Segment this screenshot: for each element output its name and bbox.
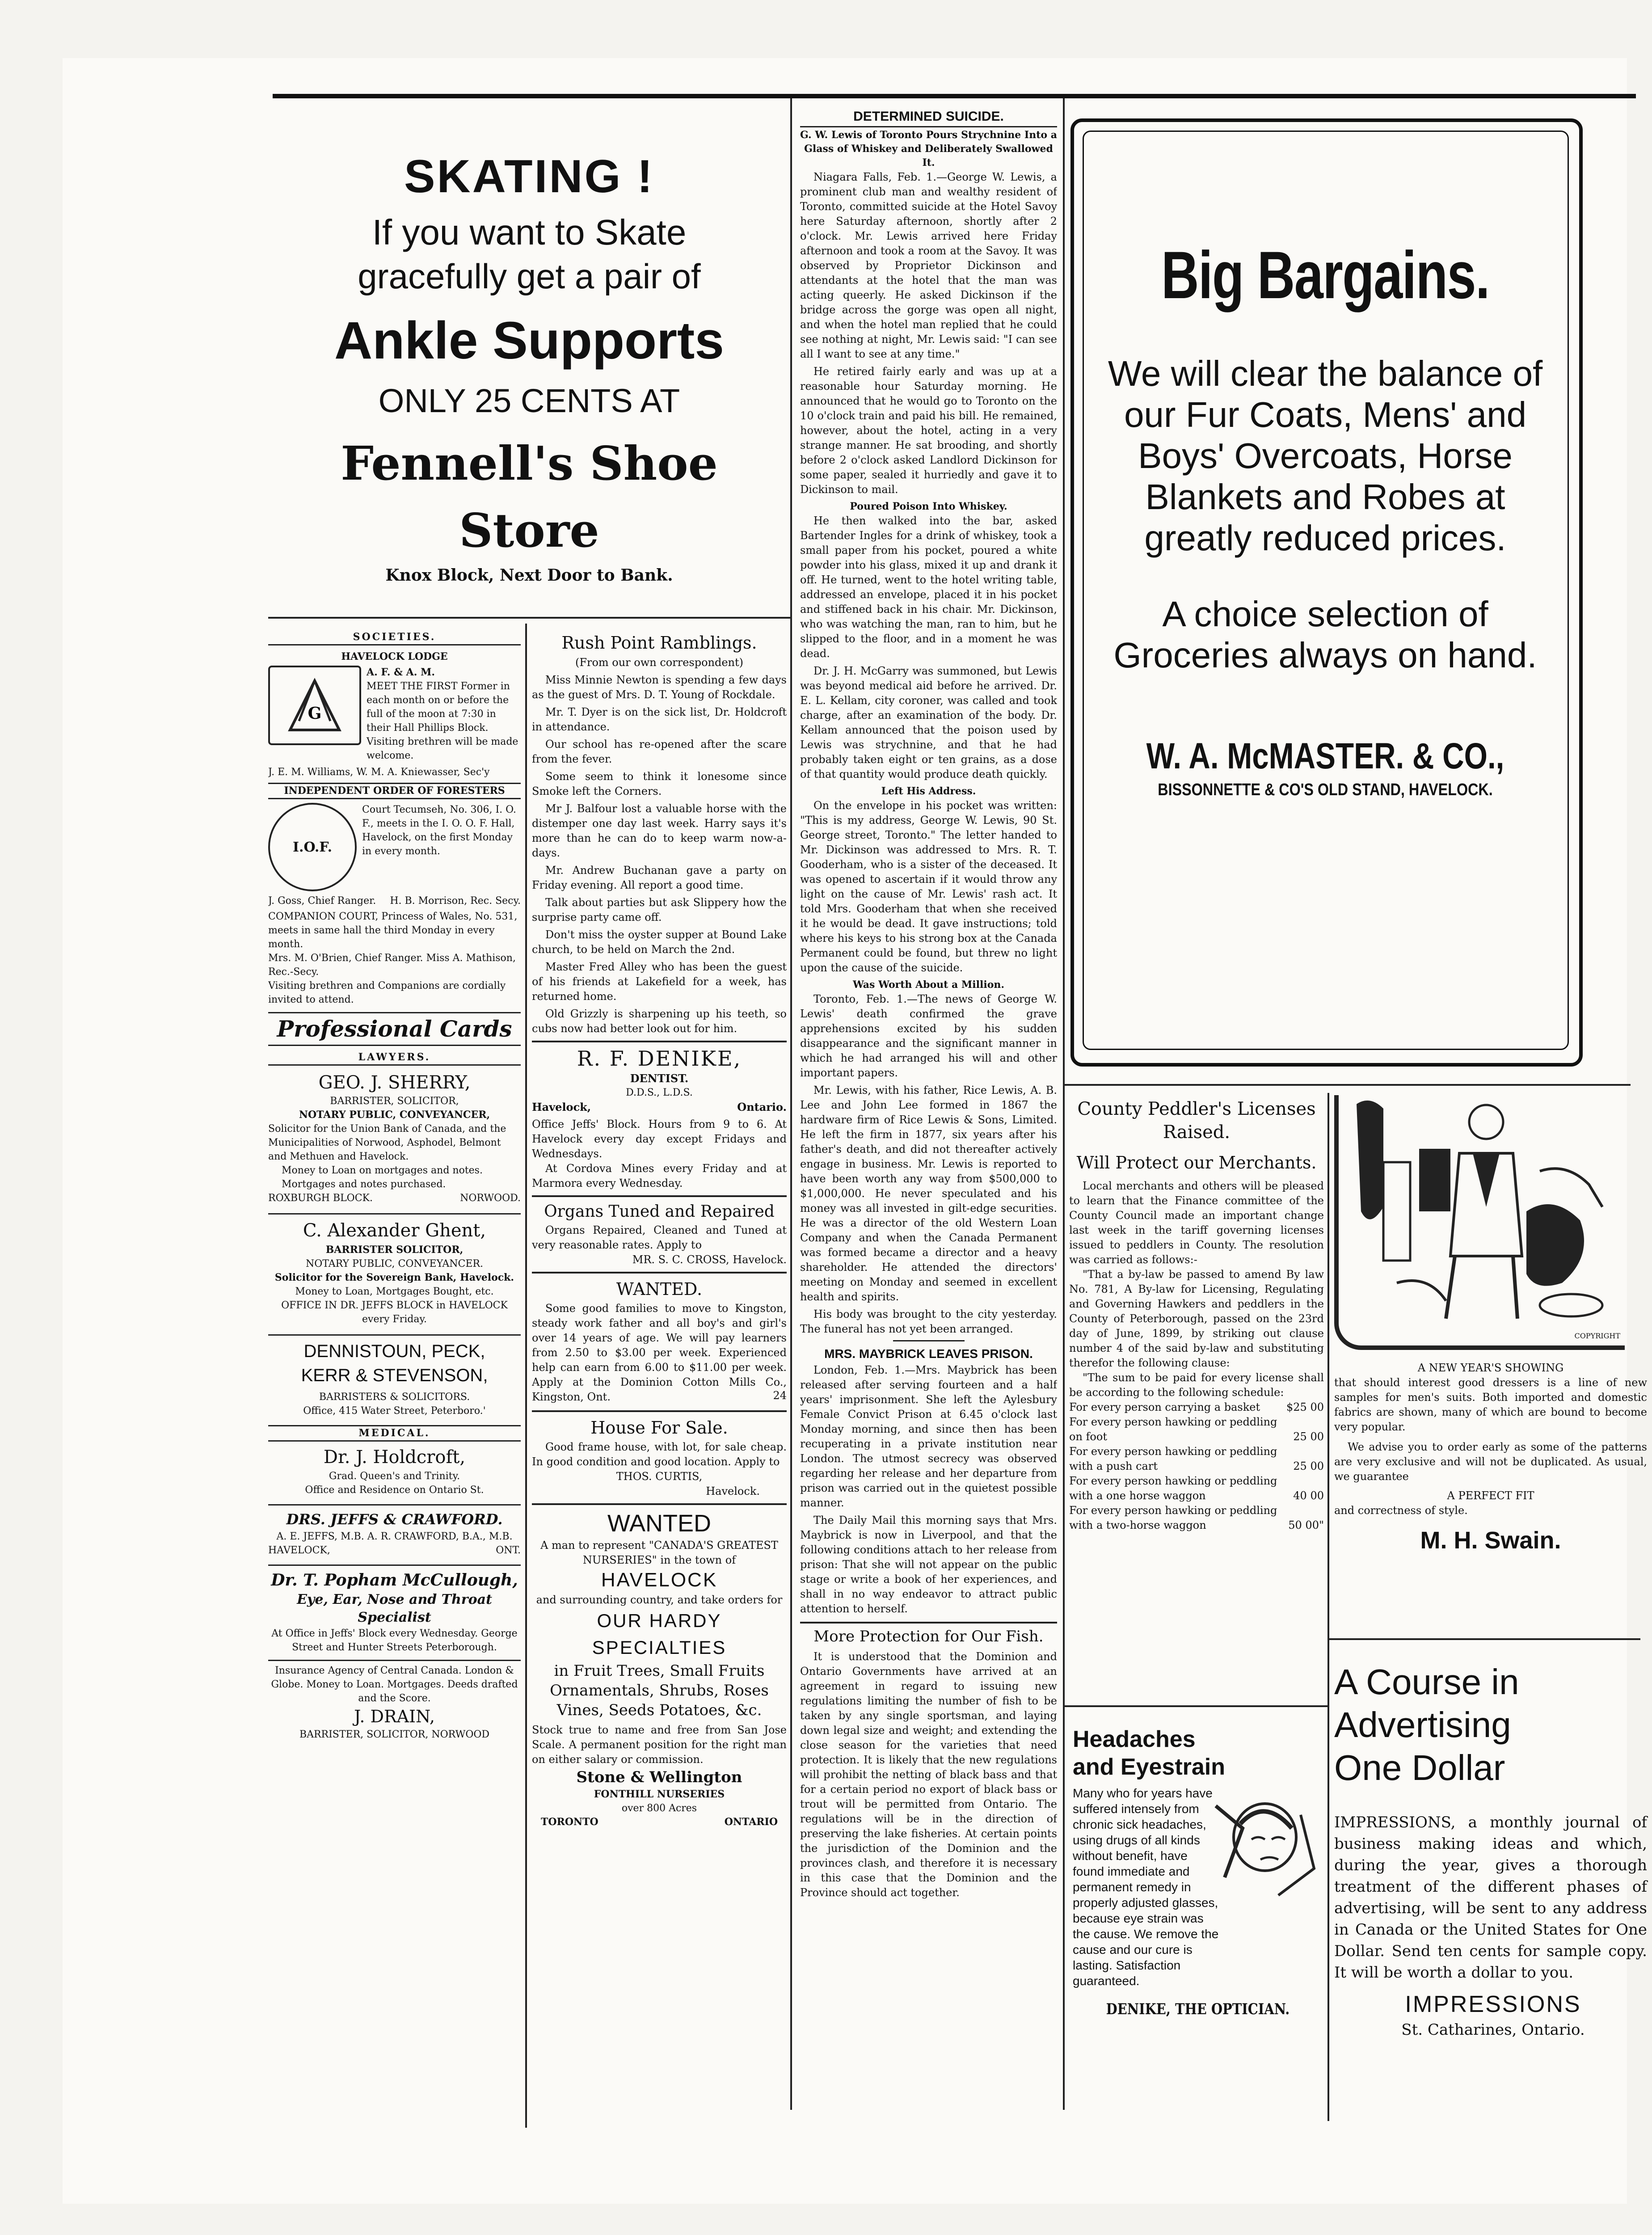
peddler-text3: "The sum to be paid for every license shall be according to the following schedule: [1069, 1371, 1324, 1399]
drain-name: J. DRAIN, [354, 1707, 435, 1726]
swain-fit: A PERFECT FIT [1447, 1489, 1534, 1502]
skating-line2: gracefully get a pair of [358, 257, 701, 296]
paragraph: Mr J. Balfour lost a valuable horse with the distemper one day last week. Harry says it's more than he can do to keep warm now-a-days. [532, 802, 787, 859]
suicide-paragraphs [800, 170, 1057, 497]
organs-ad [532, 1195, 787, 1267]
house-sale-title: House For Sale. [590, 1418, 728, 1438]
foresters-seal-text: I.O.F. [292, 839, 333, 855]
paragraph: Mr. Lewis, with his father, Rice Lewis, A. B. Lee and John Lee formed in 1867 the hardware firm of Rice Lewis & Sons, Limited. He left the firm in 1877, six years after his father's death, and did not thereafter actively engage in business. Mr. Lewis is reported to have been worth any way from $500,000 to $1,000,000. He never speculated and his money was all invested in gilt-edge securities. He was a director of the old Western Loan Company and when the Canada Permanent was formed became a director and a heavy shareholder. He attended the directors' meeting on Monday and seemed in excellent health and spirits. [800, 1084, 1057, 1303]
mccullough-text: At Office in Jeffs' Block every Wednesday. George Street and Hunter Streets Peterborough. [271, 1628, 518, 1653]
jeffs-crawford-town: HAVELOCK, [268, 1545, 330, 1556]
fee-amount: 40 00 [1293, 1489, 1324, 1502]
headache-sufferer-icon [1198, 1788, 1319, 1904]
bargains-text1: We will clear the balance of our Fur Coats, Mens' and Boys' Overcoats, Horse Blankets and Robes at greatly reduced prices. [1108, 354, 1543, 558]
ghent-bank: Solicitor for the Sovereign Bank, Havelock. [274, 1272, 514, 1283]
swain-ad [1334, 1095, 1647, 1596]
wanted2-area: and surrounding country, and take orders for [536, 1594, 783, 1606]
rush-point-byline: (From our own correspondent) [575, 656, 744, 669]
suicide-subhead2: Left His Address. [881, 785, 976, 797]
paragraph: Mr. T. Dyer is on the sick list, Dr. Holdcroft in attendance. [532, 706, 787, 733]
wanted-nursery-ad [532, 1503, 787, 1829]
paragraph: London, Feb. 1.—Mrs. Maybrick has been released after serving fourteen and a half years' imprisonment. She left the Aylesbury Female Convict Prison at 6.45 o'clock last Monday morning, and since then has been recuperating in a private institution near London. The utmost secrecy was observed regarding her release and her departure from prison was carried out in the quietest possible manner. [800, 1364, 1057, 1509]
fee-amount: 25 00 [1293, 1430, 1324, 1443]
headaches-title2: and Eyestrain [1073, 1754, 1226, 1780]
column-rule [1063, 98, 1065, 2110]
skating-title: SKATING ! [404, 151, 654, 202]
store-address: Knox Block, Next Door to Bank. [385, 566, 673, 585]
paragraph: He then walked into the bar, asked Bartender Ingles for a drink of whiskey, took a small paper from his pocket, poured a white powder into his glass, mixed it up and drank it off. He turned, went to the hotel writing table, addressed an envelope, placed it in his pocket and stiffened back in his chair. Mr. Dickinson, who was watching the man, ran to him, but he slipped to the floor, and in a moment he was dead. [800, 514, 1057, 660]
wanted2-province: ONTARIO [724, 1816, 778, 1828]
column-rule [525, 624, 527, 2128]
denike-town: Havelock, [532, 1101, 591, 1113]
jeffs-crawford-province: ONT. [496, 1545, 521, 1556]
fee-amount: $25 00 [1286, 1401, 1324, 1413]
holdcroft-line1: Grad. Queen's and Trinity. [329, 1471, 460, 1482]
store-name: Fennell's Shoe Store [341, 436, 718, 558]
paragraph: Miss Minnie Newton is spending a few days as the guest of Mrs. D. T. Young of Rockdale. [532, 674, 787, 701]
wanted1-ref: 24 [773, 1389, 787, 1402]
skating-line1: If you want to Skate [372, 212, 687, 252]
denike-name: R. F. DENIKE, [577, 1046, 742, 1071]
house-sale-text: Good frame house, with lot, for sale cheap. In good condition and good location. Apply to [532, 1441, 787, 1468]
impressions-city: St. Catharines, Ontario. [1401, 2021, 1585, 2039]
dennistoun-title: BARRISTERS & SOLICITORS. [319, 1392, 470, 1403]
section-rule [1063, 1084, 1631, 1086]
swain-text2: We advise you to order early as some of the patterns are very exclusive and will not be duplicated. As usual, we guarantee [1334, 1441, 1647, 1483]
paragraph: Niagara Falls, Feb. 1.—George W. Lewis, a prominent club man and wealthy resident of Toronto, committed suicide at the Hotel Savoy here Saturday afternoon, shortly after 2 o'clock. Mr. Lewis arrived here Friday afternoon and took a room at the Savoy. It was observed by Proprietor Dickinson and attendants at the hotel that the man was acting queerly. He asked Dickinson if the bridge across the gorge was open all night, and when the hotel man replied that he could see nothing at night, Mr. Lewis said: "I can see all I want to see at any time." [800, 171, 1057, 360]
paragraph: Don't miss the oyster supper at Bound Lake church, to be held on March the 2nd. [532, 928, 787, 956]
paragraph: Some seem to think it lonesome since Smoke left the Corners. [532, 770, 787, 797]
top-rule [273, 94, 1636, 98]
fee-row [1069, 1415, 1324, 1444]
peddler-text2: "That a by-law be passed to amend By law No. 781, A By-law for Licensing, Regulating and Governing Hawkers and peddlers in the County of Peterborough, passed on the 23rd day of June, 1899, by striking out clause number 4 of the said by-law and substituting therefor the following clause: [1069, 1268, 1324, 1369]
holdcroft-name: Dr. J. Holdcroft, [323, 1447, 466, 1468]
sherry-text: Solicitor for the Union Bank of Canada, and the Municipalities of Norwood, Asphodel, Belmont and Methuen and Havelock. [268, 1123, 506, 1162]
sherry-title2: NOTARY PUBLIC, CONVEYANCER, [299, 1109, 490, 1121]
lodge-name: HAVELOCK LODGE [341, 651, 448, 662]
rush-point-title: Rush Point Ramblings. [561, 633, 757, 653]
denike-dentist-ad [532, 1041, 787, 1191]
sherry-office-left: ROXBURGH BLOCK. [268, 1193, 373, 1204]
suicide-title: DETERMINED SUICIDE. [853, 109, 1004, 124]
wanted2-city: TORONTO [541, 1816, 598, 1828]
paragraph: He retired fairly early and was up at a reasonable hour Saturday morning. He announced that he would go to Toronto on the 10 o'clock train and paid his bill. He remained, however, about the hotel, acting in a very strange manner. He sat brooding, and shortly before 2 o'clock asked Landlord Dickinson for some paper, sealed it hurriedly and gave it to Dickinson to mail. [800, 365, 1057, 496]
house-sale-name: THOS. CURTIS, [616, 1470, 703, 1483]
mccullough-name: Dr. T. Popham McCullough, [268, 1564, 521, 1591]
ghent-title1: BARRISTER SOLICITOR, [325, 1244, 464, 1256]
impressions-ad [1334, 1661, 1652, 2125]
impressions-text: IMPRESSIONS, a monthly journal of business making ideas and which, during the year, gives a thorough treatment of the different phases of advertising, will be sent to any address in Canada or the United States for One Dollar. Send ten cents for sample copy. It will be worth a dollar to you. [1334, 1813, 1647, 1982]
wanted2-title: WANTED [607, 1510, 711, 1537]
denike-degrees: D.D.S., L.D.S. [626, 1087, 693, 1098]
dennistoun-name1: DENNISTOUN, PECK, [268, 1334, 521, 1363]
wanted2-intro: A man to represent "CANADA'S GREATEST NURSERIES" in the town of [540, 1539, 778, 1566]
sherry-mortgages: Mortgages and notes purchased. [282, 1179, 446, 1190]
skating-price: ONLY 25 CENTS AT [378, 382, 680, 419]
suicide-paragraphs-4 [800, 992, 1057, 1337]
impressions-title2: Advertising [1334, 1705, 1511, 1745]
paragraph: Talk about parties but ask Slippery how the surprise party came off. [532, 896, 787, 924]
bargains-text2: A choice selection of Groceries always on hand. [1113, 594, 1537, 675]
column-rule [790, 98, 792, 2110]
ghent-name: C. Alexander Ghent, [268, 1213, 521, 1243]
swain-text1: that should interest good dressers is a line of new samples for men's suits. Both imported and domestic fabrics are shown, many of which are bound to become very popular. [1334, 1376, 1647, 1433]
headaches-name: DENIKE, THE OPTICIAN. [1106, 2000, 1290, 2018]
denike-title: DENTIST. [630, 1072, 689, 1085]
foresters-text: Court Tecumseh, No. 306, I. O. F., meets in the I. O. O. F. Hall, Havelock, on the first Monday in every month. [362, 804, 516, 857]
fee-amount: 50 00" [1288, 1519, 1324, 1531]
svg-text:G: G [308, 704, 322, 723]
paragraph: Our school has re-opened after the scare from the fever. [532, 738, 787, 765]
suicide-paragraphs-2 [800, 514, 1057, 782]
jeffs-crawford-line1: A. E. JEFFS, M.B. A. R. CRAWFORD, B.A., M.B. [276, 1531, 513, 1542]
companion-court: COMPANION COURT, Princess of Wales, No. 531, meets in same hall the third Monday in every month. [268, 911, 518, 950]
peddler-fee-list [1069, 1400, 1324, 1533]
news-ads-column [532, 630, 787, 2123]
fee-row [1069, 1400, 1324, 1415]
fish-title: More Protection for Our Fish. [813, 1628, 1044, 1645]
lawyers-heading: LAWYERS. [268, 1050, 521, 1066]
impressions-name: IMPRESSIONS [1405, 1991, 1581, 2017]
section-rule [1328, 1638, 1640, 1640]
peddler-title: County Peddler's Licenses Raised. [1077, 1099, 1316, 1143]
companion-officers: Mrs. M. O'Brien, Chief Ranger. Miss A. Mathison, Rec.-Secy. [268, 953, 516, 978]
tailor-shop-icon [1334, 1095, 1625, 1350]
impressions-title3: One Dollar [1334, 1748, 1505, 1788]
impressions-title1: A Course in [1334, 1662, 1519, 1702]
professional-cards-heading: Professional Cards [268, 1012, 521, 1046]
organs-title: Organs Tuned and Repaired [544, 1202, 775, 1221]
rush-point-paragraphs [532, 673, 787, 1036]
denike-province: Ontario. [737, 1101, 787, 1113]
holdcroft-line2: Office and Residence on Ontario St. [305, 1484, 484, 1496]
house-sale-place: Havelock. [706, 1485, 760, 1497]
fee-row [1069, 1503, 1324, 1533]
maybrick-paragraphs [800, 1363, 1057, 1616]
paragraph: Master Fred Alley who has been the guest of his friends at Lakefield for a week, has returned home. [532, 961, 787, 1003]
wanted2-text: Stock true to name and free from San Jose Scale. A permanent position for the right man on either salary or commission. [532, 1724, 787, 1766]
fee-amount: 25 00 [1293, 1460, 1324, 1472]
fee-label: For every person hawking or peddling with a two-horse waggon [1069, 1504, 1277, 1531]
ghent-office: OFFICE IN DR. JEFFS BLOCK in HAVELOCK every Friday. [281, 1300, 508, 1325]
bargains-title: Big Bargains. [1161, 237, 1489, 312]
wanted2-company: Stone & Wellington [576, 1768, 742, 1786]
fee-label: For every person hawking or peddling with a push cart [1069, 1445, 1277, 1472]
paragraph: Old Grizzly is sharpening up his teeth, so cubs now had better look out for him. [532, 1008, 787, 1035]
headaches-title1: Headaches [1073, 1726, 1196, 1752]
societies-heading: SOCIETIES. [268, 630, 521, 645]
fee-label: For every person carrying a basket [1069, 1401, 1260, 1413]
news-column [800, 107, 1057, 2119]
paragraph: On the envelope in his pocket was written: "This is my address, George W. Lewis, 90 St. George street, Toronto." The letter handed to Mr. Dickinson was addressed to Mrs. R. T. Gooderham, who is a sister of the deceased. It was opened to ascertain if it would throw any light on the cause of Mr. Lewis' rash act. It told Mrs. Gooderham that when she received it he would be dead. It gave instructions; told where his keys to his strong box at the Canada Permanent could be found, but threw no light upon the cause of the suicide. [800, 799, 1057, 974]
house-sale-ad [532, 1410, 787, 1499]
directory-column [268, 630, 521, 2123]
lodge-emblem-graphic [281, 676, 348, 734]
sherry-name: GEO. J. SHERRY, [318, 1072, 471, 1093]
suicide-deck: G. W. Lewis of Toronto Pours Strychnine Into a Glass of Whiskey and Deliberately Swallowed It. [800, 126, 1057, 170]
wanted-families-ad [532, 1272, 787, 1403]
foresters-chief-ranger: J. Goss, Chief Ranger. [268, 895, 376, 907]
organs-name: MR. S. C. CROSS, Havelock. [632, 1253, 787, 1266]
suicide-paragraphs-3 [800, 798, 1057, 975]
paragraph: The Daily Mail this morning says that Mrs. Maybrick is now in Liverpool, and that the following conditions attach to her release from prison: That she will not appear on the public stage or write a book of her experiences, and shall in no way endeavor to attract public attention to herself. [800, 1514, 1057, 1615]
fish-text: It is understood that the Dominion and Ontario Governments have arrived at an agreement in regard to issuing new regulations limiting the number of fish to be taken by any single sportsman, and laying down legal size and weight; and extending the close season for the varieties that need protection. It is likely that the new regulations will prohibit the netting of black bass and that for a certain period no export of black bass or trout will be permitted from Ontario. The regulations will be in the direction of preserving the lake fisheries. At certain points the jurisdiction of the Dominion and the provinces clash, and therefore it is necessary in this case that the Dominion and the Province should act together. [800, 1650, 1057, 1899]
bargains-address: BISSONNETTE & CO'S OLD STAND, HAVELOCK. [1158, 780, 1493, 799]
wanted2-town: HAVELOCK [601, 1569, 718, 1591]
lodge-text: MEET THE FIRST Former in each month on or before the full of the moon at 7:30 in their Hall Phillips Block. Visiting brethren will be made welcome. [367, 681, 518, 761]
fee-row [1069, 1444, 1324, 1474]
swain-fit2: and correctness of style. [1334, 1504, 1468, 1517]
peddler-subtitle: Will Protect our Merchants. [1076, 1153, 1317, 1172]
wanted2-acres: over 800 Acres [621, 1803, 697, 1814]
dennistoun-name2: KERR & STEVENSON, [301, 1366, 488, 1385]
suicide-subhead1: Poured Poison Into Whiskey. [850, 501, 1007, 512]
swain-heading: A NEW YEAR'S SHOWING [1417, 1362, 1564, 1374]
fee-label: For every person hawking or peddling with a one horse waggon [1069, 1475, 1277, 1502]
paragraph: Mr. Andrew Buchanan gave a party on Friday evening. All report a good time. [532, 864, 787, 891]
fee-label: For every person hawking or peddling on foot [1069, 1416, 1277, 1443]
drain-text: Insurance Agency of Central Canada. London & Globe. Money to Loan. Mortgages. Deeds drafted and the Score. [268, 1660, 521, 1705]
wanted2-specialties: OUR HARDY SPECIALTIES [592, 1610, 727, 1658]
section-rule [268, 617, 790, 619]
drain-title: BARRISTER, SOLICITOR, NORWOOD [299, 1729, 490, 1740]
suicide-subhead3: Was Worth About a Million. [852, 979, 1005, 991]
foresters-seal-icon [268, 803, 357, 891]
paragraph: Dr. J. H. McGarry was summoned, but Lewis was beyond medical aid before he arrived. Dr. E. L. Kellam, city coroner, was called and took charge, after an examination of the body. Dr. Kellam announced that the poison used by Lewis was strychnine, and that he had probably taken eight or ten grains, as a dose of that quantity would produce death quickly. [800, 665, 1057, 780]
section-rule [1063, 1705, 1328, 1707]
companion-note: Visiting brethren and Companions are cordially invited to attend. [268, 980, 506, 1005]
maybrick-title: MRS. MAYBRICK LEAVES PRISON. [824, 1347, 1033, 1361]
column-rule [1328, 1093, 1329, 2121]
ankle-supports: Ankle Supports [334, 311, 724, 370]
foresters-heading: INDEPENDENT ORDER OF FORESTERS [268, 783, 521, 799]
sherry-title1: BARRISTER, SOLICITOR, [330, 1096, 459, 1107]
foresters-rec-secy: H. B. Morrison, Rec. Secy. [390, 895, 521, 907]
bargains-ad [1091, 232, 1560, 1015]
compass-and-square-icon [268, 666, 361, 745]
peddler-article [1069, 1097, 1324, 1696]
jeffs-crawford-name: DRS. JEFFS & CRAWFORD. [268, 1504, 521, 1530]
peddler-text1: Local merchants and others will be pleased to learn that the Finance committee of the County Council made an important change last week in the tariff governing licenses issued to peddlers in County. The resolution was carried as follows:- [1069, 1180, 1324, 1266]
organs-text: Organs Repaired, Cleaned and Tuned at very reasonable rates. Apply to [532, 1224, 787, 1251]
ghent-money: Money to Loan, Mortgages Bought, etc. [295, 1286, 494, 1297]
paragraph: His body was brought to the city yesterday. The funeral has not yet been arranged. [800, 1308, 1057, 1335]
skating-ad [268, 148, 790, 595]
fee-row [1069, 1474, 1324, 1503]
lodge-sub: A. F. & A. M. [367, 666, 435, 678]
headaches-text: Many who for years have suffered intensely from chronic sick headaches, using drugs of all kinds without benefit, have found immediate and permanent remedy in properly adjusted glasses, because eye strain was the cause. We remove the cause and our cure is lasting. Satisfaction guaranteed. [1073, 1786, 1219, 1988]
wanted2-nursery: FONTHILL NURSERIES [594, 1788, 725, 1800]
swain-copyright: COPYRIGHT [1574, 1332, 1620, 1340]
swain-name: M. H. Swain. [1420, 1527, 1561, 1554]
lodge-officers: J. E. M. Williams, W. M. A. Kniewasser, Sec'y [268, 767, 490, 778]
wanted1-text: Some good families to move to Kingston, steady work father and all boy's and girl's over 14 years of age. We will pay learners from 2.50 to $3.00 per week. Experienced help can earn from 6.00 to $11.00 per week. Apply at the Dominion Cotton Mills Co., Kingston, Ont. [532, 1302, 787, 1403]
mccullough-title: Eye, Ear, Nose and Throat Specialist [297, 1592, 492, 1625]
sherry-money: Money to Loan on mortgages and notes. [282, 1165, 483, 1176]
dennistoun-office: Office, 415 Water Street, Peterboro.' [303, 1405, 486, 1417]
ghent-title2: NOTARY PUBLIC, CONVEYANCER. [306, 1258, 483, 1269]
wanted2-items: in Fruit Trees, Small Fruits Ornamentals, Shrubs, Roses Vines, Seeds Potatoes, &c. [550, 1662, 769, 1719]
paragraph: Toronto, Feb. 1.—The news of George W. Lewis' death confirmed the grave apprehensions excited by his sudden disappearance and the significant manner in which he had arranged his will and other important papers. [800, 993, 1057, 1079]
sherry-office-right: NORWOOD. [460, 1193, 521, 1204]
bargains-company: W. A. McMASTER. & CO., [1146, 736, 1504, 776]
medical-heading: MEDICAL. [268, 1425, 521, 1442]
denike-text2: At Cordova Mines every Friday and at Marmora every Wednesday. [532, 1162, 787, 1189]
wanted1-title: WANTED. [616, 1279, 703, 1299]
denike-text1: Office Jeffs' Block. Hours from 9 to 6. At Havelock every day except Fridays and Wednesdays. [532, 1118, 787, 1160]
headaches-ad [1073, 1725, 1323, 2119]
